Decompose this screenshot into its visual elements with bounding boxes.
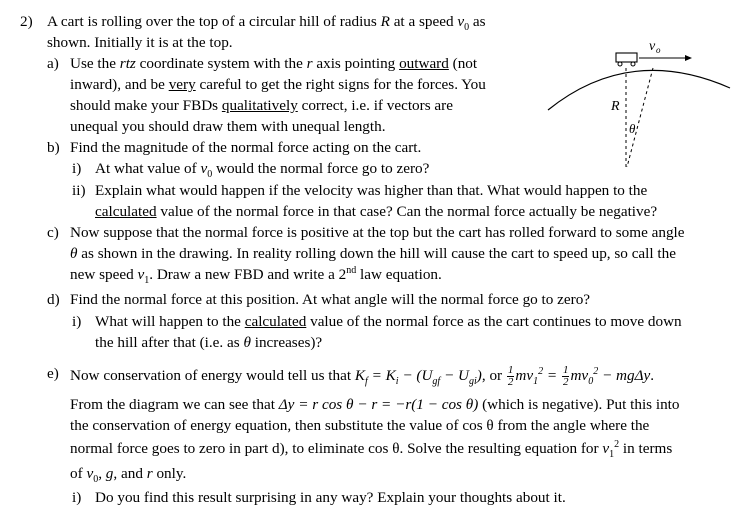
part-e-label: e): [47, 365, 59, 382]
part-e-line4: normal force goes to zero in part d), to eliminate cos θ. Solve the resulting equation for $v_1^2$ in terms: [70, 438, 673, 461]
delta-y-equation: Δy = r cos θ − r = −r(1 − cos θ): [278, 396, 479, 413]
cart-wheel-right: [631, 62, 635, 66]
energy-equation: $K_f = K_i - (U_{gf} - U_{gi})$: [354, 366, 482, 388]
angled-radius: [627, 68, 653, 167]
part-b-i-label: i): [72, 160, 82, 177]
hill-diagram: [540, 32, 745, 167]
part-c-line2: θ as shown in the drawing. In reality rolling down the hill will cause the cart to speed up, so call the: [70, 245, 676, 262]
part-b-ii-label: ii): [72, 182, 86, 199]
part-e-line1: Now conservation of energy would tell us that $K_f = K_i - (U_{gf} - U_{gi})$, or $\frac{1}{2}$ $mv_1^2$ = $\frac{1}{2}$ $mv_0^2 - mg\Delta y$.: [70, 364, 655, 388]
part-d-i-line2: the hill after that (i.e. as θ increases)?: [95, 334, 323, 351]
energy-equation-2: $\frac{1}{2}$ $mv_1^2$ = $\frac{1}{2}$ $mv_0^2 - mg\Delta y$: [507, 364, 651, 388]
part-e-i-label: i): [72, 489, 82, 506]
part-a-line3: should make your FBDs qualitatively correct, i.e. if vectors are: [70, 97, 453, 114]
velocity-label: v: [649, 39, 656, 54]
cart-body: [616, 53, 637, 62]
part-e-line2: From the diagram we can see that Δy = r cos θ − r = −r(1 − cos θ) (which is negative). Put this into: [70, 396, 680, 413]
part-e-line5: of $v_0$, g, and r only.: [70, 465, 187, 486]
part-b-line1: Find the magnitude of the normal force acting on the cart.: [70, 139, 422, 156]
problem-number: 2): [20, 13, 33, 30]
part-e-i-text: Do you find this result surprising in any way? Explain your thoughts about it.: [95, 489, 566, 506]
part-d-line1: Find the normal force at this position. At what angle will the normal force go to zero?: [70, 291, 591, 308]
part-c-line1: Now suppose that the normal force is positive at the top but the cart has rolled forward to some angle: [70, 224, 685, 241]
part-a-line4: unequal you should draw them with unequal length.: [70, 118, 386, 135]
part-a-line2: inward), and be very careful to get the right signs for the forces. You: [70, 76, 486, 93]
part-d-i-line1: What will happen to the calculated value of the normal force as the cart continues to move down: [95, 313, 682, 330]
problem-intro-line2: shown. Initially it is at the top.: [47, 34, 233, 51]
part-c-line3: new speed $v_1$. Draw a new FBD and write a 2nd law equation.: [70, 264, 442, 287]
part-c-label: c): [47, 224, 59, 241]
hill-arc: [548, 70, 730, 110]
part-b-label: b): [47, 139, 60, 156]
part-a-label: a): [47, 55, 59, 72]
velocity-subscript: o: [656, 45, 661, 55]
problem-intro-line1: A cart is rolling over the top of a circular hill of radius R at a speed $v_0$ as: [47, 13, 486, 34]
cart-wheel-left: [618, 62, 622, 66]
angle-label: θ: [629, 121, 636, 136]
part-e-line3: the conservation of energy equation, then substitute the value of cos θ from the angle where the: [70, 417, 650, 434]
part-b-ii-line2: calculated value of the normal force in that case? Can the normal force actually be negative?: [95, 203, 658, 220]
part-a-line1: Use the rtz coordinate system with the r axis pointing outward (not: [70, 55, 478, 72]
radius-label: R: [611, 99, 620, 114]
velocity-arrowhead: [685, 55, 692, 61]
part-d-i-label: i): [72, 313, 82, 330]
part-b-ii-line1: Explain what would happen if the velocity was higher than that. What would happen to the: [95, 182, 648, 199]
part-d-label: d): [47, 291, 60, 308]
part-b-i-text: At what value of $v_0$ would the normal force go to zero?: [95, 160, 430, 181]
